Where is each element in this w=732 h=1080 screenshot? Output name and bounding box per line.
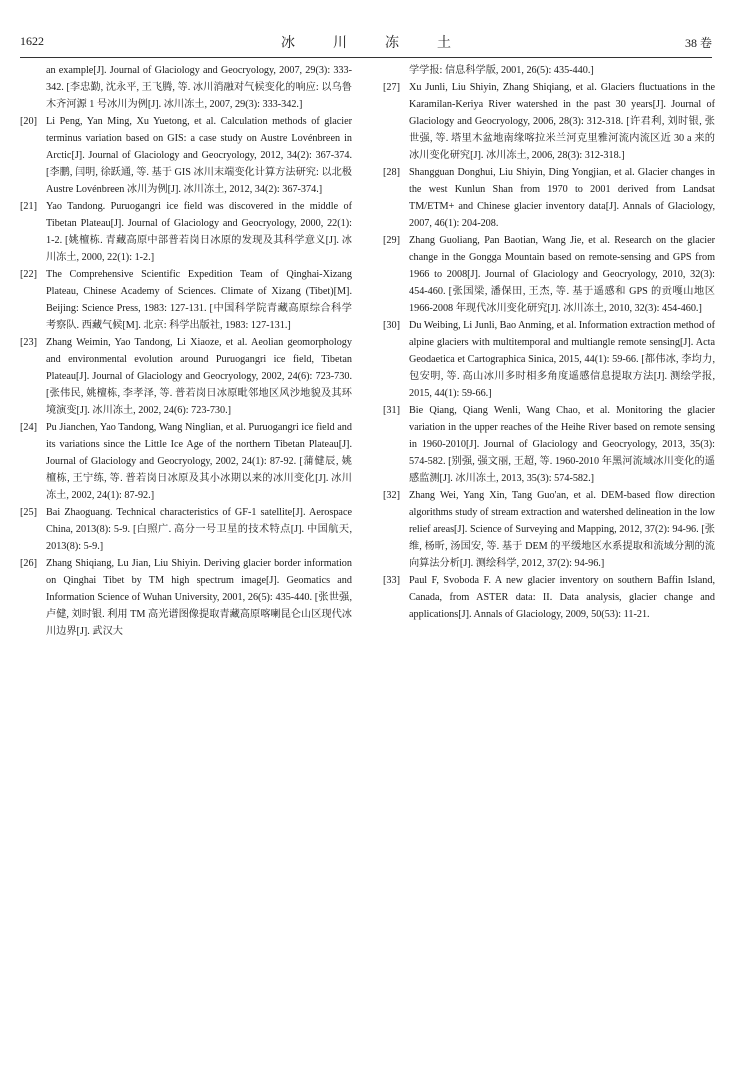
right-column <box>383 62 715 623</box>
reference-22 <box>20 266 352 334</box>
reference-19-continued <box>20 62 352 113</box>
ref-number: [24] <box>20 422 37 433</box>
ref-number: [21] <box>20 201 37 212</box>
ref-text: Du Weibing, Li Junli, Bao Anming, et al. Information extraction method of alpine glaciers with multitemporal and multiangle remote sensing[J]. Acta Geodaetica et Cartographica Sinica, 2015, 44(1): 59-66. [都伟冰, 李均力, 包安明, 等. 高山冰川多时相多角度遥感信息提取方法[J]. 测绘学报, 2015, 44(1): 59-66.] <box>409 320 715 399</box>
reference-24 <box>20 419 352 504</box>
reference-28 <box>383 164 715 232</box>
ref-number: [27] <box>383 82 400 93</box>
ref-number: [29] <box>383 235 400 246</box>
reference-20 <box>20 113 352 198</box>
ref-text: Pu Jianchen, Yao Tandong, Wang Ninglian, et al. Puruogangri ice field and its variations since the Little Ice Age of the northern Tibetan Plateau[J]. Journal of Glaciology and Geocryology, 2002, 24(1): 87-92. [蒲健辰, 姚檀栋, 王宁练, 等. 普若岗日冰原及其小冰期以来的冰川变化[J]. 冰川冻土, 2002, 24(1): 87-92.] <box>46 422 352 501</box>
journal-title: 冰川冻土 <box>281 36 489 51</box>
ref-text: 学学报: 信息科学版, 2001, 26(5): 435-440.] <box>409 65 594 76</box>
reference-25 <box>20 504 352 555</box>
ref-number: [20] <box>20 116 37 127</box>
header-rule <box>20 57 712 58</box>
page-header <box>20 32 712 54</box>
reference-29 <box>383 232 715 317</box>
reference-31 <box>383 402 715 487</box>
reference-30 <box>383 317 715 402</box>
ref-text: Zhang Weimin, Yao Tandong, Li Xiaoze, et al. Aeolian geomorphology and environmental evolution around Puruogangri ice field, Tibetan Plateau[J]. Journal of Glaciology and Geocryology, 2002, 24(6): 723-730. [张伟民, 姚檀栋, 李孝泽, 等. 普若岗日冰原毗邻地区风沙地貌及其环境演变[J]. 冰川冻土, 2002, 24(6): 723-730.] <box>46 337 352 416</box>
page-number: 1622 <box>20 34 44 48</box>
ref-number: [33] <box>383 575 400 586</box>
ref-text: Li Peng, Yan Ming, Xu Yuetong, et al. Calculation methods of glacier terminus variation based on GIS: a case study on Austre Lovénbreen in Arctic[J]. Journal of Glaciology and Geocryology, 2012, 34(2): 367-374. [李鹏, 闫明, 徐跃通, 等. 基于 GIS 冰川末端变化计算方法研究: 以北极 Austre Lovénbreen 冰川为例[J]. 冰川冻土, 2012, 34(2): 367-374.] <box>46 116 352 195</box>
ref-text: Bai Zhaoguang. Technical characteristics of GF-1 satellite[J]. Aerospace China, 2013(8): 5-9. [白照广. 高分一号卫星的技术特点[J]. 中国航天, 2013(8): 5-9.] <box>46 507 352 552</box>
ref-number: [32] <box>383 490 400 501</box>
ref-number: [23] <box>20 337 37 348</box>
reference-32 <box>383 487 715 572</box>
ref-number: [22] <box>20 269 37 280</box>
volume-label: 38 卷 <box>684 36 712 50</box>
ref-number: [26] <box>20 558 37 569</box>
ref-text: The Comprehensive Scientific Expedition Team of Qinghai-Xizang Plateau, Chinese Academy of Sciences. Climate of Xizang (Tibet)[M]. Beijing: Science Press, 1983: 127-131. [中国科学院青藏高原综合科学考察队. 西藏气候[M]. 北京: 科学出版社, 1983: 127-131.] <box>46 269 352 331</box>
ref-text: Bie Qiang, Qiang Wenli, Wang Chao, et al. Monitoring the glacier variation in the upper reaches of the Heihe River based on remote sensing in 1960-2010[J]. Journal of Glaciology and Geocryology, 2013, 35(3): 574-582. [别强, 强文丽, 王超, 等. 1960-2010 年黑河流域冰川变化的遥感监测[J]. 冰川冻土, 2013, 35(3): 574-582.] <box>409 405 715 484</box>
ref-text: Zhang Shiqiang, Lu Jian, Liu Shiyin. Deriving glacier border information on Qinghai Tibet by TM high spectrum image[J]. Geomatics and Information Science of Wuhan University, 2001, 26(5): 435-440. [张世强, 卢健, 刘时银. 利用 TM 高光谱图像提取青藏高原喀喇昆仑山区现代冰川边界[J]. 武汉大 <box>46 558 352 637</box>
ref-text: Zhang Wei, Yang Xin, Tang Guo'an, et al. DEM-based flow direction algorithms study of stream extraction and watershed delineation in the low relief areas[J]. Science of Surveying and Mapping, 2012, 37(2): 94-96. [张维, 杨昕, 汤国安, 等. 基于 DEM 的平缓地区水系提取和流域分割的流向算法分析[J]. 测绘科学, 2012, 37(2): 94-96.] <box>409 490 715 569</box>
reference-21 <box>20 198 352 266</box>
reference-23 <box>20 334 352 419</box>
ref-text: Shangguan Donghui, Liu Shiyin, Ding Yongjian, et al. Glacier changes in the west Kunlun Shan from 1970 to 2001 derived from Landsat TM/ETM+ and Chinese glacier inventory data[J]. Annals of Glaciology, 2007, 46(1): 204-208. <box>409 167 715 229</box>
ref-text: Xu Junli, Liu Shiyin, Zhang Shiqiang, et al. Glaciers fluctuations in the Karamilan-Keriya River watershed in the past 30 years[J]. Journal of Glaciology and Geocryology, 2006, 28(3): 312-318. [许君利, 刘时银, 张世强, 等. 塔里木盆地南缘喀拉米兰河克里雅河流内流区近 30 a 来的冰川变化研究[J]. 冰川冻土, 2006, 28(3): 312-318.] <box>409 82 715 161</box>
ref-number: [30] <box>383 320 400 331</box>
reference-33 <box>383 572 715 623</box>
ref-number: [28] <box>383 167 400 178</box>
reference-27 <box>383 79 715 164</box>
reference-26 <box>20 555 352 640</box>
ref-number: [25] <box>20 507 37 518</box>
ref-number: [31] <box>383 405 400 416</box>
ref-text: an example[J]. Journal of Glaciology and Geocryology, 2007, 29(3): 333-342. [李忠勤, 沈永平, 王飞腾, 等. 冰川消融对气候变化的响应: 以乌鲁木齐河源 1 号冰川为例[J]. 冰川冻土, 2007, 29(3): 333-342.] <box>46 65 352 110</box>
left-column <box>20 62 352 640</box>
reference-26-continued <box>383 62 715 79</box>
ref-text: Paul F, Svoboda F. A new glacier inventory on southern Baffin Island, Canada, from ASTER data: II. Data analysis, glacier change and applications[J]. Annals of Glaciology, 2009, 50(53): 11-21. <box>409 575 715 620</box>
ref-text: Yao Tandong. Puruogangri ice field was discovered in the middle of Tibetan Plateau[J]. Journal of Glaciology and Geocryology, 2000, 22(1): 1-2. [姚檀栋. 青藏高原中部普若岗日冰原的发现及其科学意义[J]. 冰川冻土, 2000, 22(1): 1-2.] <box>46 201 352 263</box>
ref-text: Zhang Guoliang, Pan Baotian, Wang Jie, et al. Research on the glacier change in the Gongga Mountain based on remote-sensing and GPS from 1966 to 2008[J]. Journal of Glaciology and Geocryology, 2010, 32(3): 454-460. [张国梁, 潘保田, 王杰, 等. 基于遥感和 GPS 的贡嘎山地区 1966-2008 年现代冰川变化研究[J]. 冰川冻土, 2010, 32(3): 454-460.] <box>409 235 715 314</box>
